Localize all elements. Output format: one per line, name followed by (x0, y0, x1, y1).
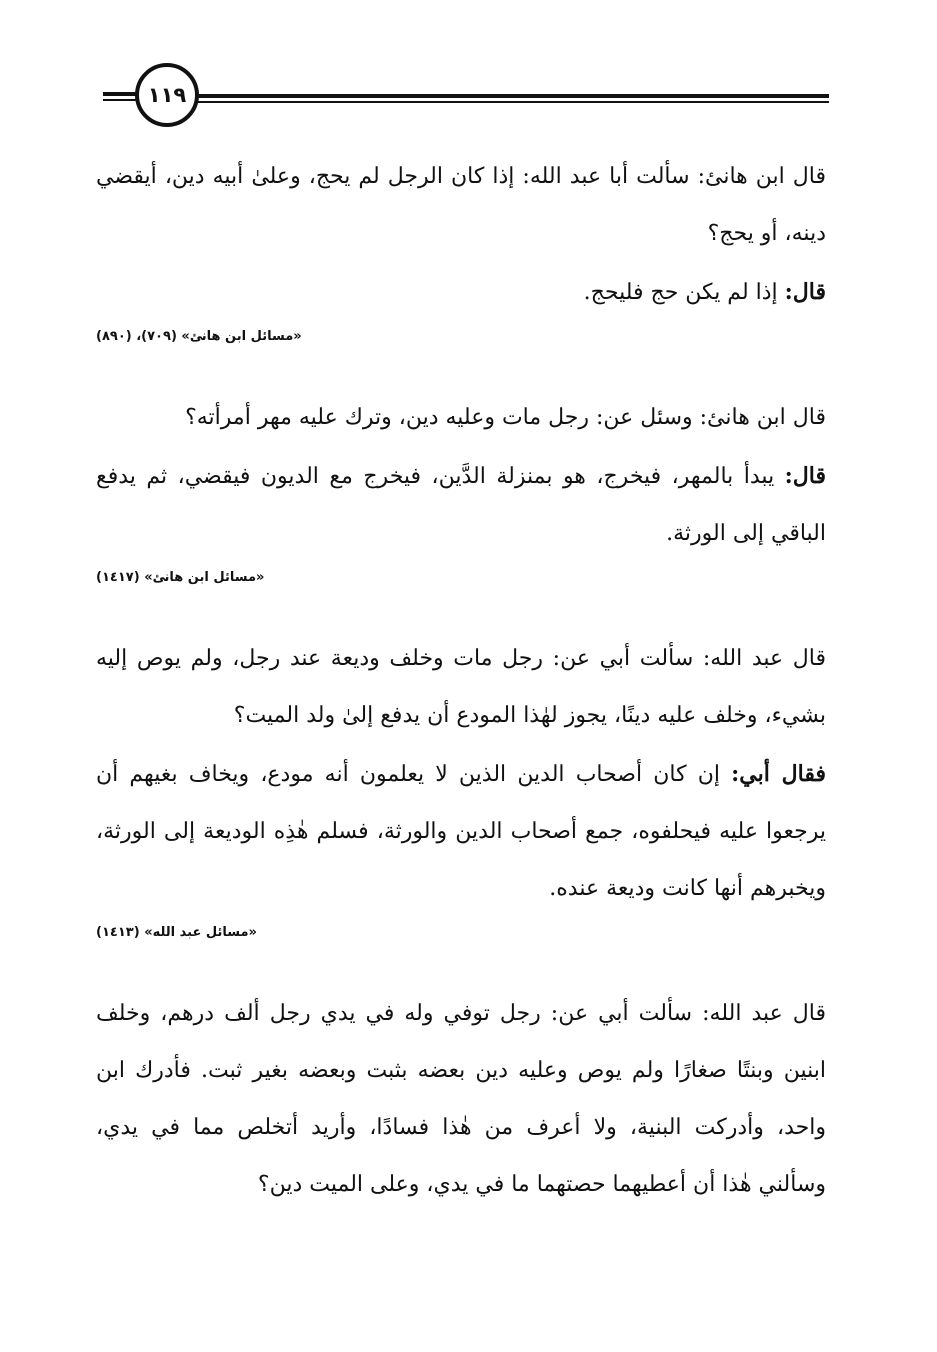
page-number: ١١٩ (135, 63, 199, 127)
header-rule-right-thick (195, 94, 829, 98)
source-title: «مسائل ابن هانئ» (144, 570, 265, 585)
question-paragraph: قال عبد الله: سألت أبي عن: رجل مات وخلف وديعة عند رجل، ولم يوص إليه بشيء، وخلف عليه دينًا، يجوز لهٰذا المودع أن يدفع إلىٰ ولد الميت؟ (96, 646, 826, 728)
answer-paragraph (96, 746, 826, 917)
question-paragraph: قال عبد الله: سألت أبي عن: رجل توفي وله في يدي رجل ألف درهم، وخلف ابنين وبنتًا صغارًا ولم يوص وعليه دين بعضه بثبت وبعضه بغير ثبت. فأدرك ابن واحد، وأدركت البنية، ولا أعرف من هٰذا فسادًا، وأريد أتخلص مما في يدي، وسألني هٰذا أن أعطيهما حصتهما ما في يدي، وعلى الميت دين؟ (96, 1001, 826, 1197)
source-title: «مسائل ابن هانئ» (181, 329, 302, 344)
answer-text: إن كان أصحاب الدين الذين لا يعلمون أنه مودع، ويخاف بغيهم أن يرجعوا عليه فيحلفوه، جمع أصحاب الدين والورثة، فسلم هٰذِه الوديعة إلى الورثة، ويخبرهم أنها كانت وديعة عنده. (96, 762, 826, 901)
page-body (96, 148, 826, 1215)
source-number: (١٤١٧) (96, 570, 140, 585)
answer-paragraph (96, 448, 826, 562)
answer-paragraph (96, 264, 826, 321)
source-reference (96, 568, 826, 588)
answer-text: إذا لم يكن حج فليحج. (583, 280, 785, 305)
answer-lead: قال: (784, 463, 826, 489)
question-paragraph: قال ابن هانئ: سألت أبا عبد الله: إذا كان الرجل لم يحج، وعلىٰ أبيه دين، أيقضي دينه، أو يحج؟ (96, 164, 826, 246)
source-number: (١٤١٣) (96, 925, 140, 940)
answer-lead: فقال أبي: (731, 761, 826, 787)
source-reference (96, 327, 826, 347)
source-reference (96, 923, 826, 943)
source-title: «مسائل عبد الله» (144, 925, 257, 940)
question-paragraph: قال ابن هانئ: وسئل عن: رجل مات وعليه دين، وترك عليه مهر أمرأته؟ (185, 405, 826, 430)
page-header (0, 0, 937, 140)
header-rule-right-thin (195, 101, 829, 103)
answer-text: يبدأ بالمهر، فيخرج، هو بمنزلة الدَّين، فيخرج مع الديون فيقضي، ثم يدفع الباقي إلى الورثة. (96, 464, 826, 546)
source-number: (٧٠٩)، (٨٩٠) (96, 329, 177, 344)
answer-lead: قال: (784, 279, 826, 305)
